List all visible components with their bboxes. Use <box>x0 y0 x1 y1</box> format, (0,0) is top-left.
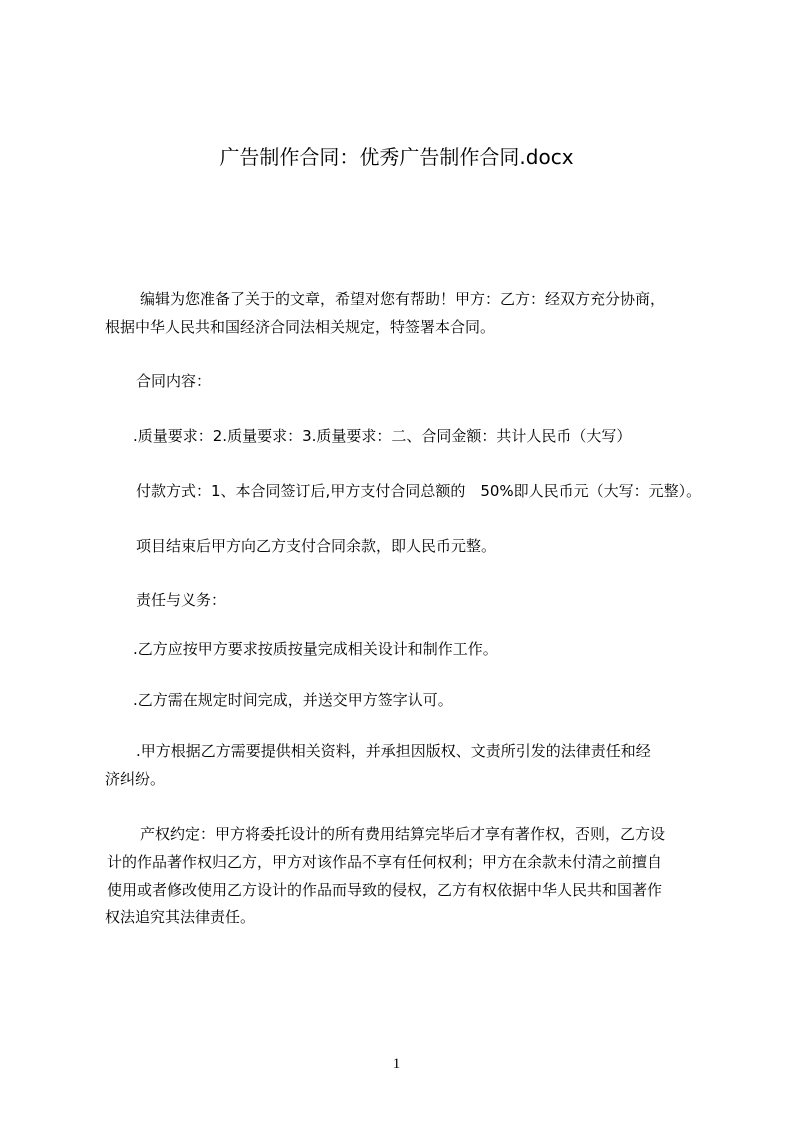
copyright-line-2: 计的作品著作权归乙方，甲方对该作品不享有任何权利；甲方在余款未付清之前擅自 <box>107 853 663 871</box>
copyright-line-1: 产权约定：甲方将委托设计的所有费用结算完毕后才享有著作权，否则，乙方设 <box>140 825 666 843</box>
page-number: 1 <box>392 1056 401 1072</box>
quality-line: .质量要求：2.质量要求：3.质量要求：二、合同金额：共计人民币（大写） <box>133 427 632 445</box>
intro-line-2: 根据中华人民共和国经济合同法相关规定，特签署本合同。 <box>105 318 496 336</box>
duty-line-3b: 济纠纷。 <box>105 770 166 788</box>
document-title: 广告制作合同：优秀广告制作合同.docx <box>219 145 574 169</box>
copyright-line-4: 权法追究其法律责任。 <box>105 908 256 926</box>
copyright-line-3: 使用或者修改使用乙方设计的作品而导致的侵权，乙方有权依据中华人民共和国著作 <box>107 881 663 899</box>
duty-line-3a: .甲方根据乙方需要提供相关资料，并承担因版权、文责所引发的法律责任和经 <box>136 742 651 760</box>
duty-line-1: .乙方应按甲方要求按质按量完成相关设计和制作工作。 <box>133 640 498 658</box>
payment-line: 付款方式：1、本合同签订后,甲方支付合同总额的 50%即人民币元（大写：元整）。 <box>136 482 702 500</box>
duty-line-2: .乙方需在规定时间完成，并送交甲方签字认可。 <box>133 691 453 709</box>
content-heading: 合同内容： <box>136 372 212 390</box>
duty-heading: 责任与义务： <box>136 591 227 609</box>
balance-line: 项目结束后甲方向乙方支付合同余款，即人民币元整。 <box>136 537 497 555</box>
intro-line-1: 编辑为您准备了关于的文章，希望对您有帮助！甲方：乙方：经双方充分协商， <box>140 290 666 308</box>
